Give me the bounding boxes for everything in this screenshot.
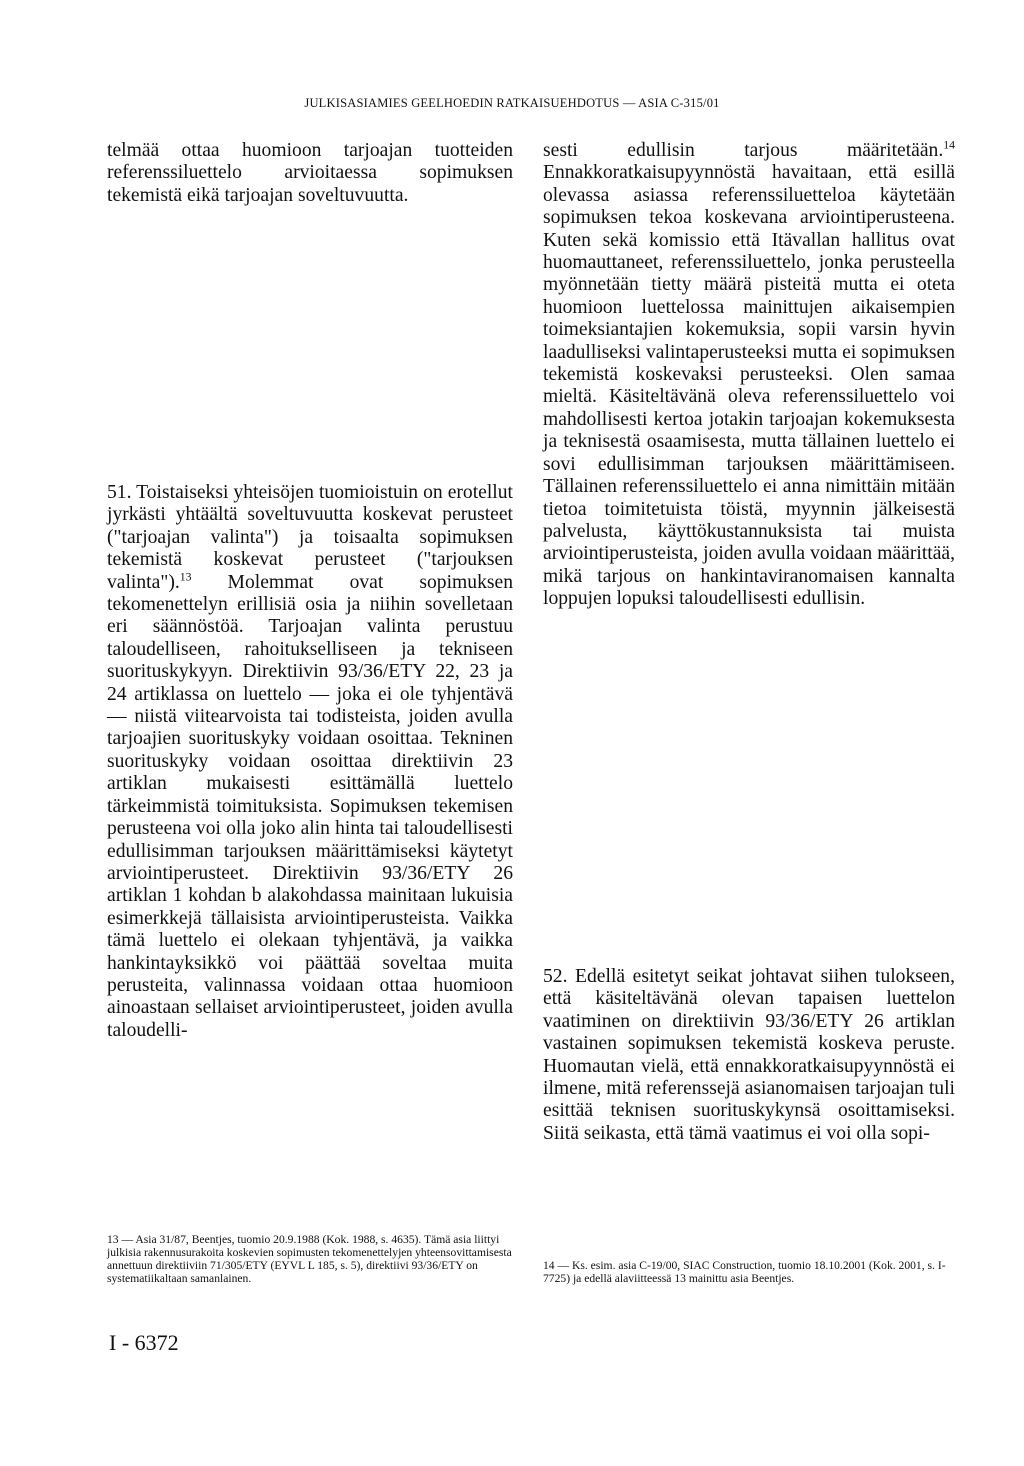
paragraph-51 [107,482,513,1042]
paragraph-52-text: 52. Edellä esitetyt seikat johtavat siihen tulokseen, että käsiteltävänä olevan tapaisen luettelon vaatiminen on direktiivin 93/36/ETY 26 artiklan vastainen sopimuksen tekemistä koskeva peruste. Huomautan vielä, että ennakkoratkaisupyynnöstä ei ilmene, mitä referenssejä asianomaisen tarjoajan tuli esittää teknisen suorituskykynsä osoittamiseksi. Siitä seikasta, että tämä vaatimus ei voi olla sopi- [543,966,955,1144]
right-column [543,140,955,611]
footnote-ref-14: 14 [943,138,955,152]
running-header: JULKISASIAMIES GEELHOEDIN RATKAISUEHDOTUS — ASIA C-315/01 [304,96,720,110]
paragraph-51-part-b: Molemmat ovat sopimuksen tekomenettelyn erillisiä osia ja niihin sovelletaan eri säännöstöä. Tarjoajan valinta perustuu taloudelliseen, rahoitukselliseen ja tekniseen suorituskykyyn. Direktiivin 93/36/ETY 22, 23 ja 24 artiklassa on luettelo — joka ei ole tyhjentävä — niistä viitearvoista tai todisteista, joiden avulla tarjoajien suorituskyky voidaan osoittaa. Tekninen suorituskyky voidaan osoittaa direktiivin 23 artiklan mukaisesti esittämällä luettelo tärkeimmistä toimituksista. Sopimuksen tekemisen perusteena voi olla joko alin hinta tai taloudellisesti edullisimman tarjouksen määrittämiseksi käytetyt arviointiperusteet. Direktiivin 93/36/ETY 26 artiklan 1 kohdan b alakohdassa mainitaan lukuisia esimerkkejä tällaisista arviointiperusteista. Vaikka tämä luettelo ei olekaan tyhjentävä, ja vaikka hankintayksikkö voi päättää soveltaa muita perusteita, valinnassa voidaan ottaa huomioon ainoastaan sellaiset arviointiperusteet, joiden avulla taloudelli- [107,571,513,1041]
footnote-14: 14 — Ks. esim. asia C-19/00, SIAC Construction, tuomio 18.10.2001 (Kok. 2001, s. I-7725) ja edellä alaviitteessä 13 mainittu asia Beentjes. [543,1259,946,1285]
footnote-ref-13: 13 [179,570,192,584]
paragraph-52 [543,966,955,1145]
paragraph-51-text [107,482,513,1042]
paragraph-51-part-a: 51. Toistaiseksi yhteisöjen tuomioistuin on erotellut jyrkästi yhtäältä soveltuvuutta koskevat perusteet ("tarjoajan valinta") ja toisaalta sopimuksen tekemistä koskevat perusteet ("tarjouksen valinta"). [107,482,513,593]
page-number: I - 6372 [109,1330,179,1355]
left-continuation-paragraph: telmää ottaa huomioon tarjoajan tuotteiden referenssiluettelo arvioitaessa sopimuksen tekemistä eikä tarjoajan soveltuvuutta. [107,140,513,206]
right-continuation-part-b: Ennakkoratkaisupyynnöstä havaitaan, että esillä olevassa asiassa referenssiluetteloa käytetään sopimuksen tekoa koskevana arviointiperusteena. Kuten sekä komissio että Itävallan hallitus ovat huomauttaneet, referenssiluettelo, jonka perusteella myönnetään tietty määrä pisteitä mutta ei oteta huomioon luettelossa mainittujen aikaisempien toimeksiantajien kokemuksia, sopii varsin hyvin laadulliseksi valintaperusteeksi mutta ei sopimuksen tekemistä koskevaksi perusteeksi. Olen samaa mieltä. Käsiteltävänä oleva referenssiluettelo voi mahdollisesti kertoa jotakin tarjoajan kokemuksesta ja teknisestä osaamisesta, mutta tällainen luettelo ei sovi edullisimman tarjouksen määrittämiseen. Tällainen referenssiluettelo ei anna nimittäin mitään tietoa toimitetuista töistä, myynnin jälkeisestä palvelusta, käyttökustannuksista tai muista arviointiperusteista, joiden avulla voidaan määrittää, mikä tarjous on hankintaviranomaisen kannalta loppujen lopuksi taloudellisesti edullisin. [543,162,955,610]
right-continuation-part-a: sesti edullisin tarjous määritetään. [543,140,944,161]
right-continuation-paragraph [543,140,955,611]
footnote-13: 13 — Asia 31/87, Beentjes, tuomio 20.9.1988 (Kok. 1988, s. 4635). Tämä asia liittyi julkisia rakennusurakoita koskevien sopimusten tekomenettelyjen yhteensovittamisesta annettuun direktiiviin 71/305/ETY (EYVL L 185, s. 5), direktiivi 93/36/ETY on systematiikaltaan samanlainen. [107,1233,512,1285]
left-column [107,140,513,207]
